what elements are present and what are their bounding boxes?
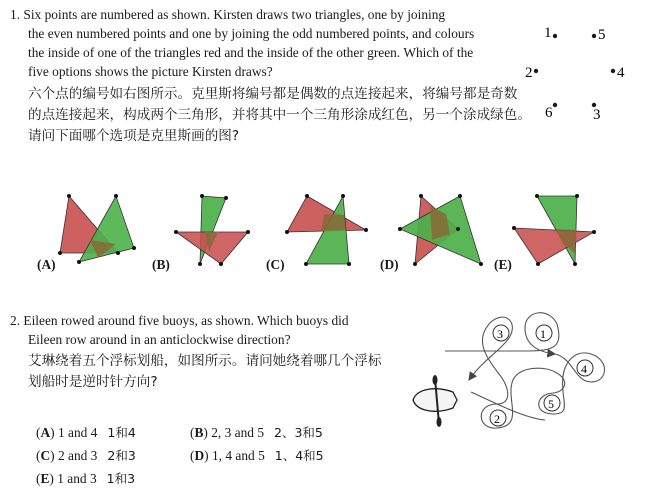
q2-line-zh-2: 划船时是逆时针方向? — [28, 374, 158, 390]
q1-line-zh-3: 请问下面哪个选项是克里斯画的图? — [28, 128, 240, 144]
buoy-2 — [490, 410, 506, 426]
q1-options — [0, 180, 660, 280]
q1-line-zh-2: 的点连接起来，构成两个三角形，并将其中一个三角形涂成红色，另一个涂成绿色。 — [28, 107, 531, 123]
answer-e[interactable]: (E) 1 and 3 1和3 — [36, 471, 136, 486]
option-b-figure[interactable] — [174, 194, 250, 266]
point-6-dot — [553, 103, 557, 107]
question-2 — [10, 311, 400, 393]
option-d-label[interactable]: (D) — [380, 257, 399, 272]
buoy-2-label: 2 — [494, 412, 500, 426]
point-1-dot — [553, 34, 557, 38]
point-2-label: 2 — [525, 65, 533, 81]
buoy-1-label: 1 — [540, 327, 546, 341]
point-5-label: 5 — [598, 27, 606, 43]
option-d-figure[interactable] — [398, 194, 483, 266]
option-e-figure[interactable] — [512, 194, 596, 266]
point-4-dot — [611, 69, 615, 73]
option-c-label[interactable]: (C) — [266, 257, 285, 272]
q1-line-en-4: five options shows the picture Kirsten draws? — [28, 64, 273, 79]
option-a-figure[interactable] — [58, 194, 136, 264]
buoy-4 — [577, 360, 593, 376]
point-6-label: 6 — [545, 105, 553, 121]
buoy-5 — [544, 395, 560, 411]
six-point-diagram — [520, 20, 640, 130]
point-1-label: 1 — [544, 25, 552, 41]
buoy-3-label: 3 — [497, 327, 503, 341]
buoy-1 — [536, 325, 552, 341]
answer-b[interactable]: (B) 2, 3 and 5 2、3和5 — [190, 425, 323, 440]
q1-line-zh-1: 六个点的编号如右图所示。克里斯将编号都是偶数的点连接起来，将编号都是奇数 — [28, 86, 518, 102]
point-4-label: 4 — [617, 65, 625, 81]
answer-c[interactable]: (C) 2 and 3 2和3 — [36, 448, 136, 463]
q1-line-en-2: the even numbered points and one by joining the odd numbered points, and colours — [28, 26, 475, 41]
point-2-dot — [534, 69, 538, 73]
buoy-diagram — [405, 300, 635, 440]
buoy-5-label: 5 — [548, 397, 554, 411]
option-c-figure[interactable] — [285, 194, 368, 266]
option-a-label[interactable]: (A) — [37, 257, 56, 272]
point-3-label: 3 — [593, 107, 601, 123]
q2-line-zh-1: 艾琳绕着五个浮标划船，如图所示。请问她绕着哪几个浮标 — [28, 353, 382, 369]
q2-line-en-1: 2. Eileen rowed around five buoys, as shown. Which buoys did — [10, 313, 349, 328]
answer-a[interactable]: (A) 1 and 4 1和4 — [36, 425, 136, 440]
question-1 — [10, 5, 531, 147]
q1-line-en-3: the inside of one of the triangles red and the inside of the other green. Which of the — [28, 45, 474, 60]
buoy-3 — [493, 325, 509, 341]
q2-line-en-2: Eileen row around in an anticlockwise direction? — [28, 332, 291, 347]
point-5-dot — [592, 34, 596, 38]
option-b-label[interactable]: (B) — [152, 257, 170, 272]
q1-line-en-1: 1. Six points are numbered as shown. Kirsten draws two triangles, one by joining — [10, 7, 446, 22]
rowing-boat-icon — [413, 375, 457, 427]
buoy-4-label: 4 — [581, 362, 587, 376]
option-e-label[interactable]: (E) — [494, 257, 512, 272]
answer-d[interactable]: (D) 1, 4 and 5 1、4和5 — [190, 448, 324, 463]
